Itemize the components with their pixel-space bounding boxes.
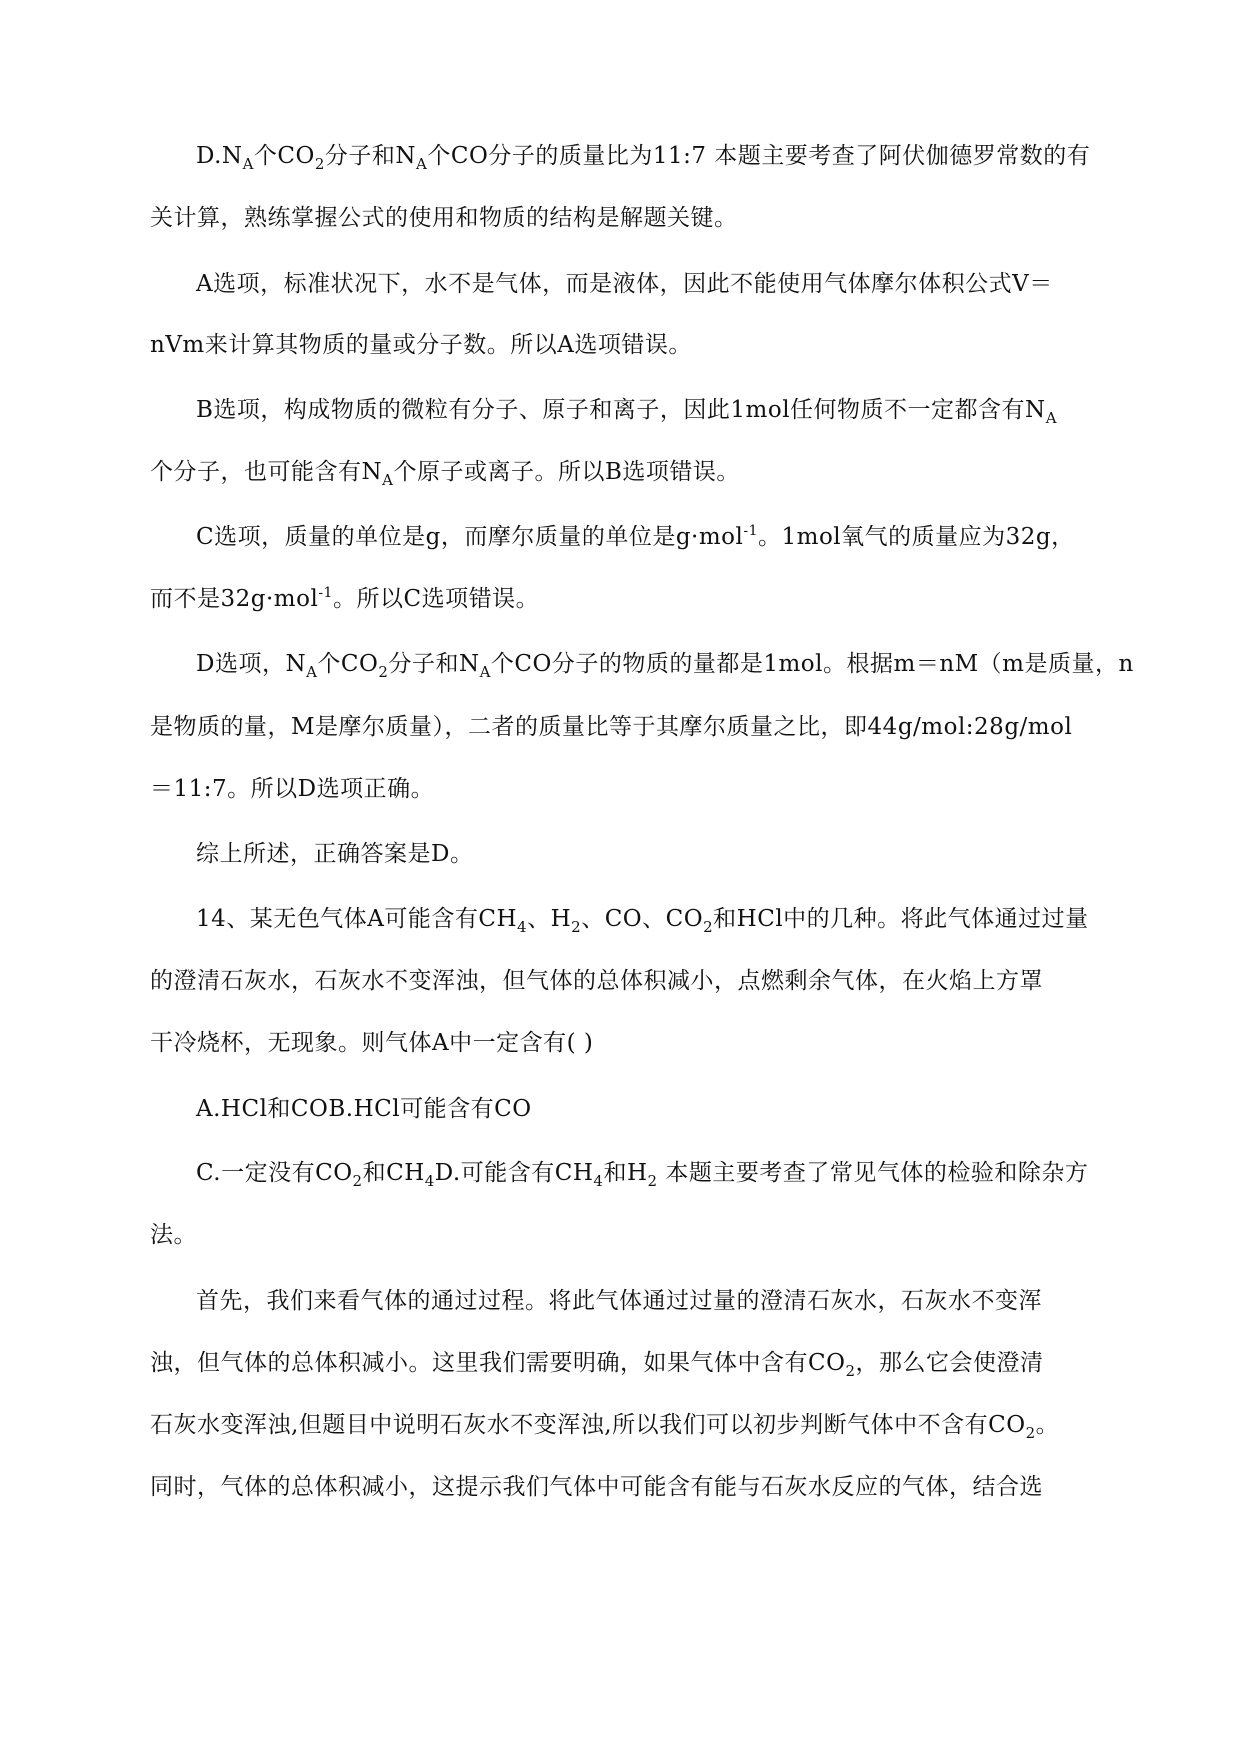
question-14-line-2: 的澄清石灰水，石灰水不变浑浊，但气体的总体积减小，点燃剩余气体，在火焰上方罩 (150, 968, 1043, 994)
question-14-options-cd-line-2: 法。 (150, 1222, 197, 1248)
c-analysis-line-2: 而不是32g·mol$^{-1}$。所以C选项错误。 (150, 585, 540, 612)
b-analysis-line-1: B选项，构成物质的微粒有分子、原子和离子，因此1mol任何物质不一定都含有$N_A$ (196, 397, 1058, 427)
d-option-intro-line-1: $D.N_A$个$CO_2$分子和$N_A$个CO分子的质量比为11:7 本题主要考查了阿伏伽德罗常数的有 (196, 143, 1091, 173)
b-analysis-line-2: 个分子，也可能含有$N_A$个原子或离子。所以B选项错误。 (150, 459, 740, 489)
d-analysis-line-2: 是物质的量，M是摩尔质量），二者的质量比等于其摩尔质量之比，即44g/mol:28g/mol (150, 714, 1073, 740)
c-analysis-line-1: C选项，质量的单位是g，而摩尔质量的单位是g·mol$^{-1}$。1mol氧气的质量应为32g， (196, 523, 1075, 550)
question-14-line-1: 14、某无色气体A可能含有$CH_4$、$H_2$、CO、$CO_2$和HCl中的几种。将此气体通过过量 (196, 906, 1089, 936)
question-14-analysis-line-3: 石灰水变浑浊,但题目中说明石灰水不变浑浊,所以我们可以初步判断气体中不含有$CO_2$。 (150, 1412, 1060, 1442)
d-option-intro-line-2: 关计算，熟练掌握公式的使用和物质的结构是解题关键。 (150, 205, 738, 231)
question-14-analysis-line-4: 同时，气体的总体积减小，这提示我们气体中可能含有能与石灰水反应的气体，结合选 (150, 1474, 1043, 1500)
question-14-analysis-line-1: 首先，我们来看气体的通过过程。将此气体通过过量的澄清石灰水，石灰水不变浑 (196, 1288, 1042, 1314)
d-analysis-line-3: ＝11:7。所以D选项正确。 (150, 776, 435, 802)
question-14-options-cd-line-1: C.一定没有$CO_2$和$CH_4D$.可能含有$CH_4$和$H_2$ 本题主要考查了常见气体的检验和除杂方 (196, 1160, 1089, 1190)
question-14-line-3: 干冷烧杯，无现象。则气体A中一定含有( ) (150, 1030, 594, 1056)
a-analysis-line-2: nVm来计算其物质的量或分子数。所以A选项错误。 (150, 332, 692, 358)
question-14-options-ab: A.HCl和COB.HCl可能含有CO (196, 1096, 532, 1122)
question-14-analysis-line-2: 浊，但气体的总体积减小。这里我们需要明确，如果气体中含有$CO_2$，那么它会使澄清 (150, 1350, 1044, 1380)
a-analysis-line-1: A选项，标准状况下，水不是气体，而是液体，因此不能使用气体摩尔体积公式V＝ (196, 271, 1053, 297)
summary-line: 综上所述，正确答案是D。 (196, 841, 474, 867)
d-analysis-line-1: D选项，$N_A$个$CO_2$分子和$N_A$个CO分子的物质的量都是1mol。根据m＝nM（m是质量，n (196, 651, 1134, 681)
